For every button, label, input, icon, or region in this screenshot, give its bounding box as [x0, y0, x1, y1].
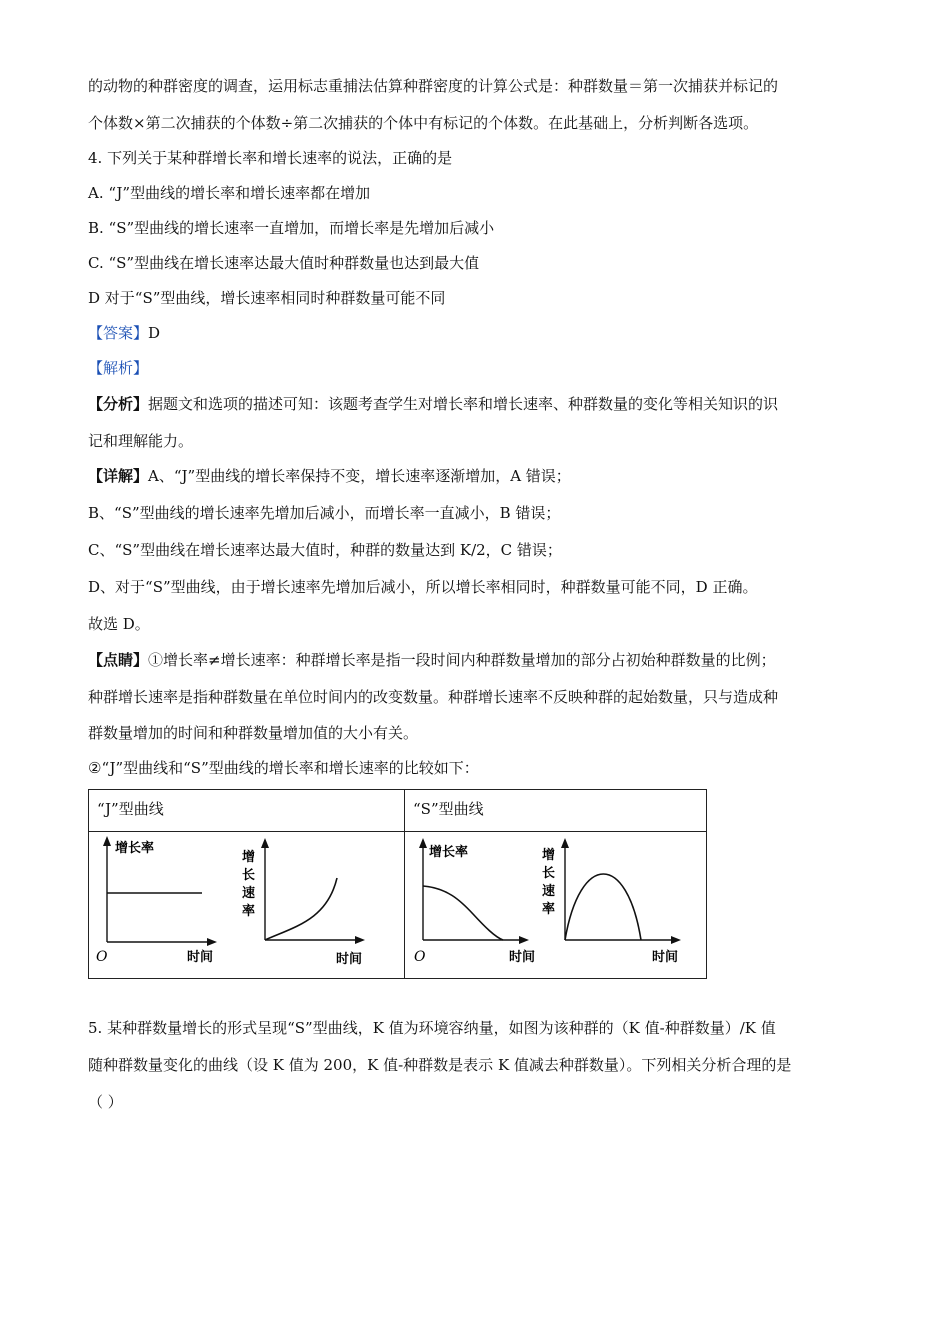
j-curve-graphs-cell [89, 832, 405, 979]
detail-a: A、“J”型曲线的增长率保持不变，增长速率逐渐增加，A 错误； [148, 467, 571, 485]
option-b: B. “S”型曲线的增长速率一直增加，而增长率是先增加后减小 [88, 219, 495, 237]
j-speed-xlabel: 时间 [336, 952, 363, 967]
s-rate-curve [423, 886, 503, 940]
question-5-paren: （ ） [88, 1093, 123, 1111]
s-rate-y-arrow [419, 838, 427, 848]
fenxi-line-2: 记和理解能力。 [88, 432, 194, 450]
fenxi-label: 【分析】 [88, 395, 149, 413]
tip-line-2: 种群增长速率是指种群数量在单位时间内的改变数量。种群增长速率不反映种群的起始数量，只与造成种 [88, 688, 779, 706]
tip-line-4: ②“J”型曲线和“S”型曲线的增长率和增长速率的比较如下： [88, 759, 479, 777]
answer-label: 【答案】 [88, 324, 149, 342]
s-rate-xlabel: 时间 [509, 950, 536, 965]
tip-line-3: 群数量增加的时间和种群数量增加值的大小有关。 [88, 724, 419, 742]
fenxi-line-1 [88, 394, 778, 414]
j-speed-curve [265, 878, 337, 940]
s-rate-origin: O [414, 949, 426, 965]
s-curve-graphs [405, 832, 705, 978]
s-speed-curve [565, 874, 641, 940]
option-c: C. “S”型曲线在增长速率达最大值时种群数量也达到最大值 [88, 254, 480, 272]
j-rate-xlabel: 时间 [187, 950, 214, 965]
tip-line-1 [88, 650, 776, 670]
j-speed-x-arrow [355, 936, 365, 944]
s-curve-header: “S”型曲线 [405, 790, 707, 832]
s-curve-graphs-cell [405, 832, 707, 979]
detail-b: B、“S”型曲线的增长速率先增加后减小，而增长率一直减小，B 错误； [88, 504, 561, 522]
detail-choice: 故选 D。 [88, 615, 150, 633]
detail-d: D、对于“S”型曲线，由于增长速率先增加后减小，所以增长率相同时，种群数量可能不同，D 正确。 [88, 578, 758, 596]
j-speed-ylabel-3: 速 [242, 886, 256, 901]
tip-label: 【点睛】 [88, 651, 149, 669]
fenxi-text-1: 据题文和选项的描述可知：该题考查学生对增长率和增长速率、种群数量的变化等相关知识的识 [148, 395, 779, 413]
j-speed-y-arrow [261, 838, 269, 848]
s-rate-ylabel: 增长率 [429, 845, 469, 860]
s-speed-ylabel-3: 速 [542, 884, 556, 899]
comparison-table [88, 789, 707, 979]
s-speed-xlabel: 时间 [652, 950, 679, 965]
option-a: A. “J”型曲线的增长率和增长速率都在增加 [88, 184, 371, 202]
question-5-line-2: 随种群数量变化的曲线（设 K 值为 200，K 值-种群数是表示 K 值减去种群数量）。下列相关分析合理的是 [88, 1056, 792, 1074]
question-5-line-1: 5. 某种群数量增长的形式呈现“S”型曲线，K 值为环境容纳量，如图为该种群的（K 值-种群数量）/K 值 [88, 1019, 776, 1037]
detail-c: C、“S”型曲线在增长速率达最大值时，种群的数量达到 K/2，C 错误； [88, 541, 562, 559]
j-rate-x-arrow [207, 938, 217, 946]
s-speed-x-arrow [671, 936, 681, 944]
j-rate-ylabel: 增长率 [115, 841, 155, 856]
option-d: D 对于“S”型曲线，增长速率相同时种群数量可能不同 [88, 289, 446, 307]
tip-text-1: ①增长率≠增长速率：种群增长率是指一段时间内种群数量增加的部分占初始种群数量的比例； [148, 651, 776, 669]
detail-label: 【详解】 [88, 467, 149, 485]
answer-line [88, 323, 160, 343]
j-curve-graphs [89, 832, 405, 978]
text-line-1: 的动物的种群密度的调查，运用标志重捕法估算种群密度的计算公式是：种群数量＝第一次捕获并标记的 [88, 77, 779, 95]
s-rate-x-arrow [519, 936, 529, 944]
j-speed-ylabel-1: 增 [242, 850, 256, 865]
j-speed-ylabel-4: 率 [242, 904, 256, 919]
j-rate-y-arrow [103, 836, 111, 846]
s-speed-ylabel-1: 增 [542, 848, 556, 863]
analysis-header [88, 358, 148, 378]
s-speed-ylabel-2: 长 [542, 866, 556, 881]
s-speed-y-arrow [561, 838, 569, 848]
answer-value: D [148, 324, 161, 342]
text-line-2: 个体数×第二次捕获的个体数÷第二次捕获的个体中有标记的个体数。在此基础上，分析判断各选项。 [88, 114, 759, 132]
s-speed-ylabel-4: 率 [542, 902, 556, 917]
j-curve-header: “J”型曲线 [89, 790, 405, 832]
detail-line-a [88, 466, 571, 486]
question-4-stem: 4. 下列关于某种群增长率和增长速率的说法，正确的是 [88, 149, 453, 167]
analysis-label: 【解析】 [88, 359, 149, 377]
j-rate-origin: O [96, 949, 108, 965]
j-speed-ylabel-2: 长 [242, 868, 256, 883]
